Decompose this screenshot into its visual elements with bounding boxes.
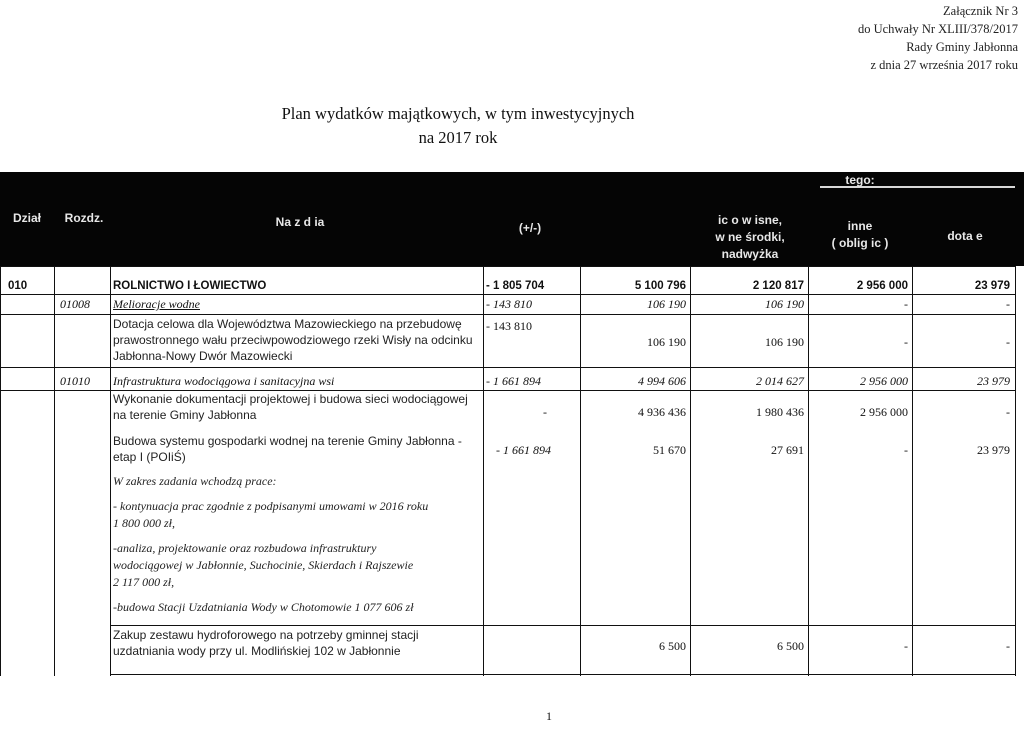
header-dzial: Dział [12, 211, 41, 225]
document-subtitle: na 2017 rok [418, 128, 498, 147]
grid-line [54, 266, 55, 676]
task-line: Budowa systemu gospodarki wodnej na terenie Gminy Jabłonna - [113, 434, 462, 448]
task-line: Wykonanie dokumentacji projektowej i budowa sieci wodociągowej [113, 392, 468, 406]
change-value: - 143 810 [486, 297, 532, 311]
scope-description [113, 473, 428, 616]
annex-line: Rady Gminy Jabłonna [906, 40, 1018, 54]
task-line: etap I (POIiŚ) [113, 450, 186, 464]
change-value: - 1 661 894 [496, 443, 551, 457]
task-description [113, 316, 473, 364]
grid-line [808, 266, 809, 676]
task-line: uzdatniania wody przy ul. Modlińskiej 102 w Jabłonnie [113, 644, 401, 658]
header-rozdz: Rozdz. [64, 211, 104, 225]
task-line: Dotacja celowa dla Województwa Mazowieckiego na przebudowę [113, 317, 462, 331]
grid-line [483, 266, 484, 676]
annex-line: Załącznik Nr 3 [943, 4, 1018, 18]
own-value: 1 980 436 [756, 405, 804, 419]
grants-value: - [1006, 639, 1010, 653]
header-own-2: w ne środki, [715, 230, 785, 244]
document-title: Plan wydatków majątkowych, w tym inwestycyjnych [281, 104, 635, 123]
grid-line [0, 367, 1016, 368]
page-number: 1 [546, 709, 552, 723]
total-value: 106 190 [647, 335, 686, 349]
grants-value: 23 979 [977, 374, 1010, 388]
rozdz-code: 01010 [60, 374, 90, 388]
grid-line [0, 294, 1016, 295]
header-inne-2: ( oblig ic ) [831, 236, 889, 250]
other-value: - [904, 443, 908, 457]
chapter-name: Infrastruktura wodociągowa i sanitacyjna wsi [113, 374, 335, 388]
rozdz-code: 01008 [60, 297, 90, 311]
annex-line: do Uchwały Nr XLIII/378/2017 [857, 22, 1018, 36]
change-value: - 143 810 [486, 319, 532, 333]
header-change: (+/-) [518, 221, 542, 235]
scope-line: 1 800 000 zł, [113, 516, 176, 530]
grid-line [110, 266, 111, 676]
task-description [113, 391, 468, 423]
grants-value: 23 979 [977, 443, 1010, 457]
task-line: Jabłonna-Nowy Dwór Mazowiecki [113, 349, 293, 363]
task-description [113, 433, 462, 465]
total-value: 4 994 606 [638, 374, 686, 388]
grid-line [580, 266, 581, 676]
task-line: prawostronnego wału przeciwpowodziowego rzeki Wisły na odcinku [113, 333, 473, 347]
scope-line: 2 117 000 zł, [113, 575, 175, 589]
annex-block [858, 2, 1018, 74]
change-value: - 1 661 894 [486, 374, 541, 388]
grants-value: 23 979 [974, 280, 1010, 292]
grid-line [0, 314, 1016, 315]
change-value: - 1 805 704 [486, 280, 545, 292]
change-value: - [543, 405, 547, 419]
grants-value: - [1006, 335, 1010, 349]
own-value: 6 500 [777, 639, 804, 653]
scope-line: -analiza, projektowanie oraz rozbudowa infrastruktury [113, 541, 377, 555]
grants-value: - [1006, 405, 1010, 419]
own-value: 106 190 [765, 297, 804, 311]
section-name: ROLNICTWO I ŁOWIECTWO [113, 280, 267, 292]
grid-line [0, 266, 1, 676]
total-value: 51 670 [653, 443, 686, 457]
header-inne-1: inne [847, 219, 873, 233]
scope-line: wodociągowej w Jabłonnie, Suchocinie, Skierdach i Rajszewie [113, 558, 414, 572]
total-value: 5 100 796 [634, 280, 686, 292]
own-value: 2 014 627 [756, 374, 804, 388]
other-value: 2 956 000 [856, 280, 908, 292]
other-value: 2 956 000 [860, 405, 908, 419]
scope-line: -budowa Stacji Uzdatniania Wody w Chotomowie 1 077 606 zł [113, 600, 414, 614]
dzial-code: 010 [8, 280, 28, 292]
chapter-name: Melioracje wodne [113, 297, 200, 311]
total-value: 106 190 [647, 297, 686, 311]
header-z-tego: tego: [845, 173, 875, 187]
scope-line: - kontynuacja prac zgodnie z podpisanymi umowami w 2016 roku [113, 499, 429, 513]
header-dotacje: dota e [947, 229, 983, 243]
grants-value: - [1006, 297, 1010, 311]
own-value: 2 120 817 [752, 280, 804, 292]
other-value: - [904, 335, 908, 349]
scope-line: W zakres zadania wchodzą prace: [113, 474, 277, 488]
grid-line [110, 625, 1016, 626]
total-value: 6 500 [659, 639, 686, 653]
header-own-1: ic o w isne, [717, 213, 783, 227]
annex-line: z dnia 27 września 2017 roku [870, 58, 1018, 72]
total-value: 4 936 436 [638, 405, 686, 419]
header-own-3: nadwyżka [721, 247, 779, 261]
task-description [113, 627, 419, 659]
task-line: Zakup zestawu hydroforowego na potrzeby gminnej stacji [113, 628, 419, 642]
other-value: 2 956 000 [860, 374, 908, 388]
other-value: - [904, 297, 908, 311]
other-value: - [904, 639, 908, 653]
task-line: na terenie Gminy Jabłonna [113, 408, 257, 422]
grid-line [110, 674, 1016, 675]
grid-line [690, 266, 691, 676]
grid-line [0, 266, 1016, 267]
own-value: 27 691 [771, 443, 804, 457]
header-nazwa: Na z d ia [275, 215, 325, 229]
own-value: 106 190 [765, 335, 804, 349]
grid-line [912, 266, 913, 676]
grid-line [1015, 266, 1016, 676]
